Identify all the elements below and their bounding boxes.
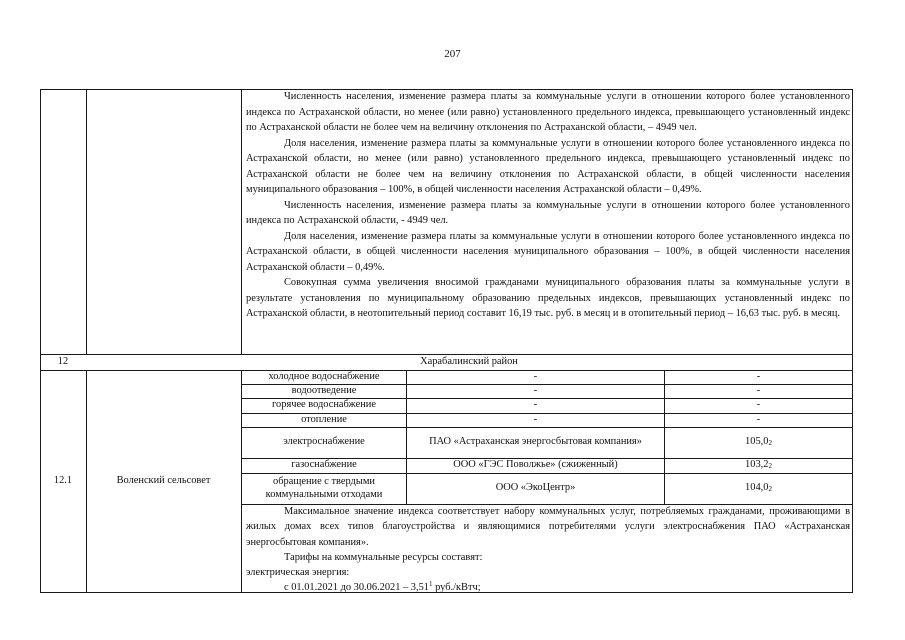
service-name: холодное водоснабжение: [268, 370, 380, 382]
electricity-tariff-unit: руб./кВтч;: [432, 582, 481, 594]
service-index-value: 103,2: [745, 459, 769, 471]
service-index: 105,0 2: [745, 436, 772, 448]
service-name: газоснабжение: [291, 459, 357, 471]
table-border-right: [852, 89, 853, 593]
electricity-label: электрическая энергия:: [246, 567, 350, 579]
footer-text: [246, 504, 850, 596]
service-index-value: 105,0: [745, 436, 769, 448]
electricity-tariff: [246, 580, 850, 595]
service-provider: -: [533, 413, 538, 425]
page-number: 207: [444, 48, 461, 60]
intro-paragraph-text: Численность населения, изменение размера платы за коммунальные услуги в отношении которого более установленного индекса по Астраханской области, но менее (или равно) установленного предельного индекса, превышающего установленный индекс по Астраханской области не более чем на величину отклонения по Астраханской области, – 4949 чел.: [246, 91, 850, 133]
service-provider: ООО «ГЭС Поволжье» (сжиженный): [453, 459, 618, 471]
service-index: 103,2 2: [745, 459, 772, 471]
intro-paragraph: [246, 89, 850, 136]
tariffs-heading-text: Тарифы на коммунальные ресурсы составят:: [284, 551, 483, 563]
service-provider: ПАО «Астраханская энергосбытовая компания»: [429, 436, 642, 448]
intro-paragraph: [246, 229, 850, 276]
service-provider: -: [533, 370, 538, 382]
service-name: горячее водоснабжение: [272, 399, 376, 411]
service-name: отопление: [301, 413, 347, 425]
electricity-tariff-text: с 01.01.2021 до 30.06.2021 – 3,51: [284, 582, 429, 594]
service-name: электроснабжение: [283, 436, 365, 448]
service-provider: -: [533, 384, 538, 396]
service-index-value: 104,0: [745, 482, 769, 494]
district-name: Харабалинский район: [420, 355, 518, 367]
intro-text: [246, 89, 850, 322]
service-index: -: [756, 413, 761, 425]
service-index: -: [756, 399, 761, 411]
service-name: водоотведение: [291, 384, 357, 396]
max-index-note-text: Максимальное значение индекса соответствует набору коммунальных услуг, потребляемых гражданами, проживающими в жилых домах всех типов благоустройства и являющимися потребителями услуги электроснабжения ПАО «Астраханская энергосбытовая компания».: [246, 506, 850, 548]
intro-paragraph-text: Доля населения, изменение размера платы за коммунальные услуги в отношении которого более установленного индекса по Астраханской области, но менее (или равно) установленного предельного индекса, превышающего установленный индекс по Астраханской области не более чем на величину отклонения по Астраханской области, в общей численности населения муниципального образования – 100%, в общей численности населения Астраханской области – 0,49%.: [246, 137, 850, 195]
intro-paragraph-text: Численность населения, изменение размера платы за коммунальные услуги в отношении которого более установленного индекса по Астраханской области, - 4949 чел.: [246, 199, 850, 226]
intro-paragraph: [246, 136, 850, 198]
settlement-name: Воленский сельсовет: [116, 474, 211, 486]
electricity-tariff-footnote: 1: [428, 580, 433, 589]
col-sep-name: [241, 89, 242, 354]
col-sep-number: [86, 89, 87, 354]
service-index: -: [756, 384, 761, 396]
service-provider: -: [533, 399, 538, 411]
service-index: 104,0 2: [745, 482, 772, 494]
service-name: обращение с твердыми коммунальными отходами: [265, 476, 383, 500]
district-number: 12: [57, 355, 69, 367]
intro-paragraph: [246, 198, 850, 229]
settlement-number: 12.1: [53, 474, 73, 486]
max-index-note: [246, 504, 850, 550]
intro-paragraph-text: Совокупная сумма увеличения вносимой гражданами муниципального образования платы за коммунальные услуги в результате установления по муниципальному образованию предельных индексов, превышающих установленный индекс по Астраханской области, в неотопительный период составит 16,19 тыс. руб. в месяц и в отопительный период – 16,63 тыс. руб. в месяц.: [246, 277, 850, 319]
intro-paragraph-text: Доля населения, изменение размера платы за коммунальные услуги в отношении которого более установленного индекса по Астраханской области, в общей численности населения муниципального образования – 100%, в общей численности населения Астраханской области – 0,49%.: [246, 230, 850, 273]
service-provider: ООО «ЭкоЦентр»: [495, 482, 576, 494]
service-index: -: [756, 370, 761, 382]
intro-paragraph: [246, 275, 850, 322]
tariffs-heading: [246, 550, 850, 565]
